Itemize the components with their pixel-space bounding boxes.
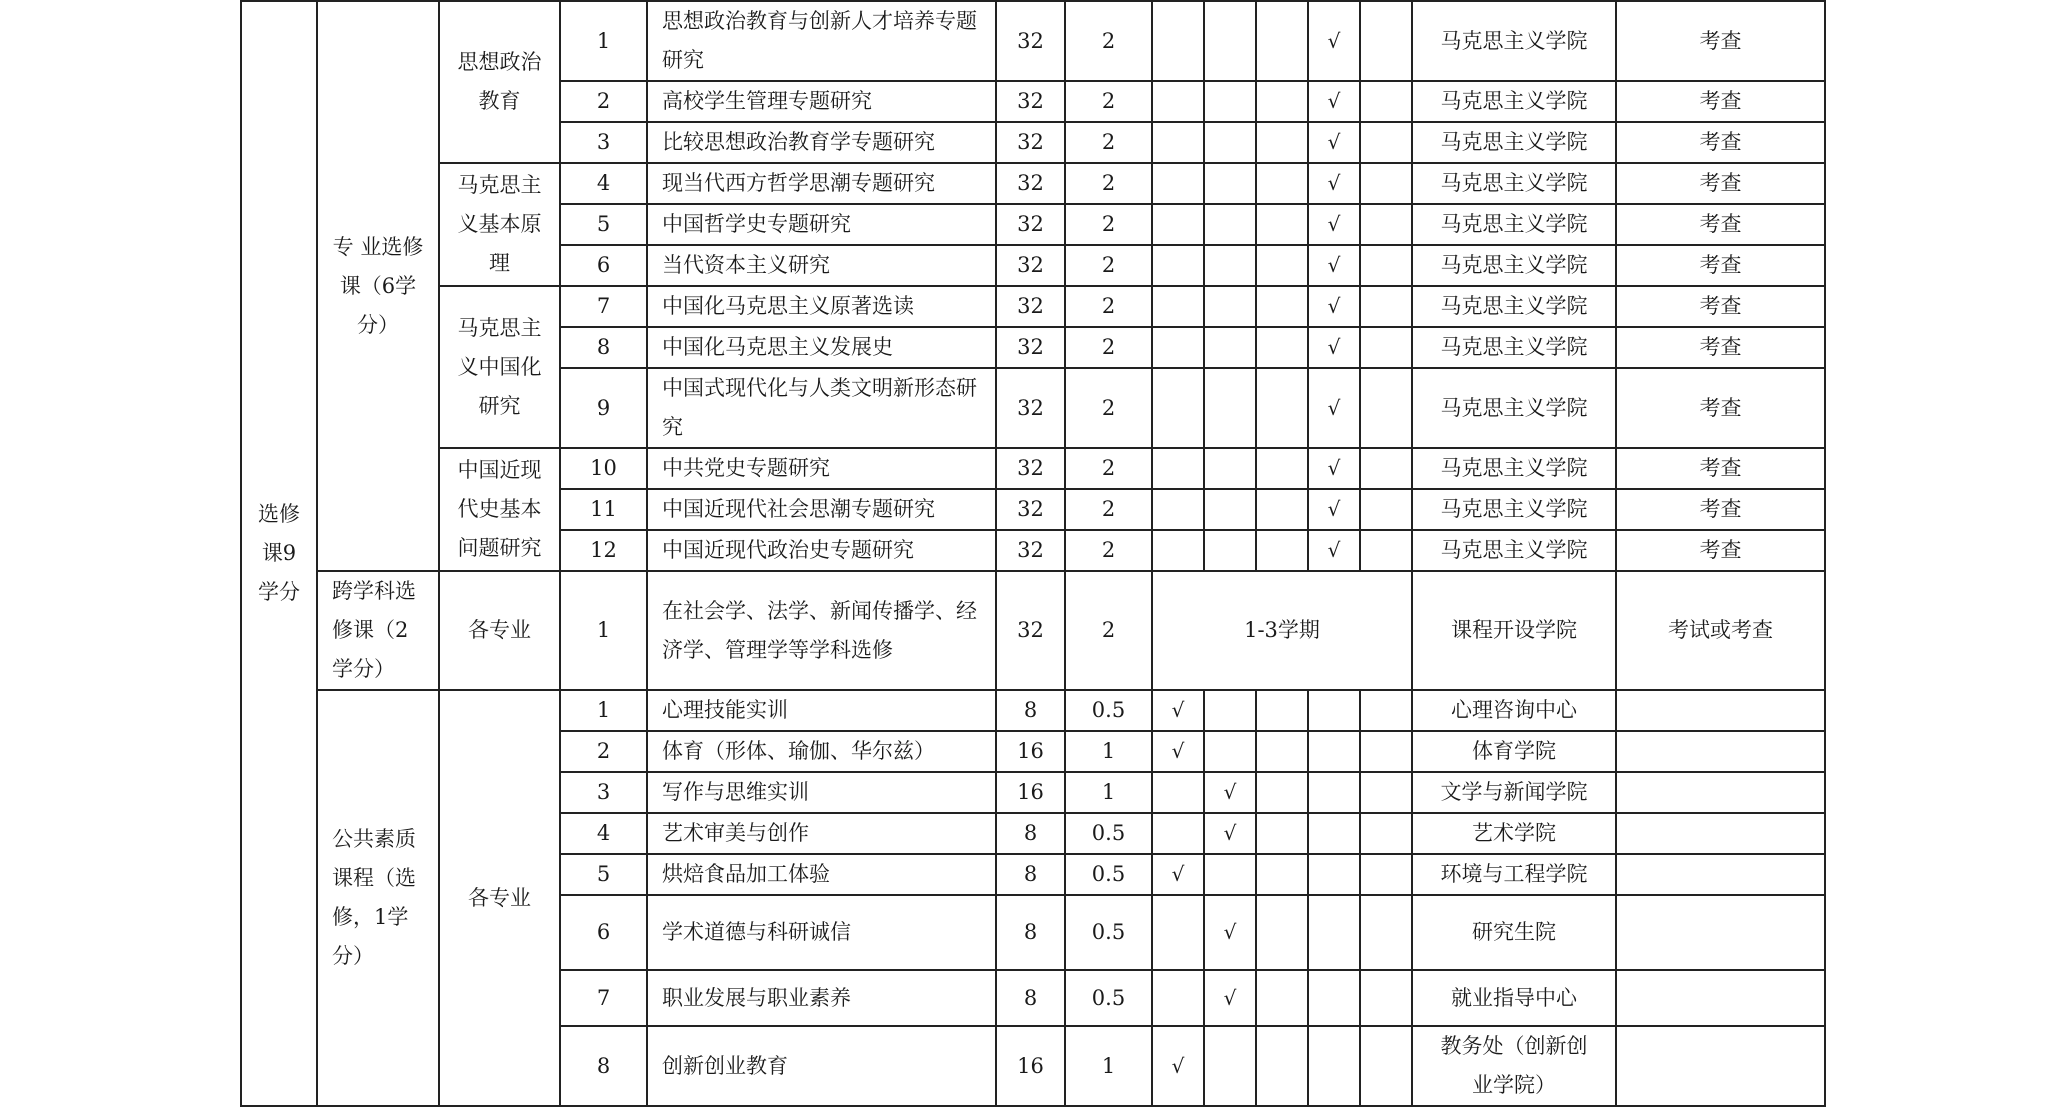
course-credits: 2 (1065, 1, 1152, 81)
term-5-cell (1360, 245, 1412, 286)
course-credits: 0.5 (1065, 854, 1152, 895)
professional-elective-label: 专 业选修课（6学分） (317, 1, 439, 571)
assessment (1616, 731, 1825, 772)
department: 马克思主义学院 (1412, 327, 1616, 368)
check-mark: √ (1327, 497, 1341, 521)
department: 马克思主义学院 (1412, 245, 1616, 286)
check-mark: √ (1171, 698, 1185, 722)
course-number: 6 (560, 895, 647, 970)
check-mark: √ (1327, 89, 1341, 113)
department: 课程开设学院 (1412, 571, 1616, 690)
term-1-cell (1152, 245, 1204, 286)
course-hours: 16 (996, 772, 1065, 813)
public-major: 各专业 (439, 690, 560, 1106)
term-1-cell (1152, 813, 1204, 854)
course-number: 11 (560, 489, 647, 530)
term-3-cell (1256, 772, 1308, 813)
course-hours: 32 (996, 448, 1065, 489)
department: 马克思主义学院 (1412, 204, 1616, 245)
term-1-cell (1152, 368, 1204, 448)
department: 马克思主义学院 (1412, 448, 1616, 489)
department: 艺术学院 (1412, 813, 1616, 854)
department: 马克思主义学院 (1412, 81, 1616, 122)
term-3-cell (1256, 327, 1308, 368)
course-hours: 32 (996, 368, 1065, 448)
assessment (1616, 854, 1825, 895)
department: 马克思主义学院 (1412, 368, 1616, 448)
course-hours: 32 (996, 327, 1065, 368)
course-hours: 8 (996, 854, 1065, 895)
course-name: 体育（形体、瑜伽、华尔兹） (647, 731, 996, 772)
term-2-cell (1204, 245, 1256, 286)
term-2-cell (1204, 813, 1256, 854)
cross-major: 各专业 (439, 571, 560, 690)
course-hours: 32 (996, 122, 1065, 163)
term-3-cell (1256, 895, 1308, 970)
assessment: 考查 (1616, 163, 1825, 204)
table-row (241, 571, 1825, 690)
term-4-cell (1308, 81, 1360, 122)
course-name: 中共党史专题研究 (647, 448, 996, 489)
course-hours: 8 (996, 690, 1065, 731)
term-1-cell (1152, 489, 1204, 530)
term-2-cell (1204, 690, 1256, 731)
course-name: 心理技能实训 (647, 690, 996, 731)
course-hours: 32 (996, 204, 1065, 245)
term-3-cell (1256, 1, 1308, 81)
term-5-cell (1360, 327, 1412, 368)
term-3-cell (1256, 690, 1308, 731)
term-1-cell (1152, 970, 1204, 1026)
check-mark: √ (1223, 821, 1237, 845)
course-credits: 1 (1065, 772, 1152, 813)
course-name: 创新创业教育 (647, 1026, 996, 1106)
term-5-cell (1360, 122, 1412, 163)
term-1-cell (1152, 122, 1204, 163)
course-name: 在社会学、法学、新闻传播学、经济学、管理学等学科选修 (647, 571, 996, 690)
assessment (1616, 813, 1825, 854)
assessment (1616, 772, 1825, 813)
term-span: 1-3学期 (1152, 571, 1412, 690)
term-2-cell (1204, 122, 1256, 163)
assessment (1616, 690, 1825, 731)
term-5-cell (1360, 970, 1412, 1026)
course-plan-table (240, 0, 1826, 1107)
term-5-cell (1360, 690, 1412, 731)
course-name: 中国哲学史专题研究 (647, 204, 996, 245)
assessment: 考查 (1616, 245, 1825, 286)
course-name: 中国近现代政治史专题研究 (647, 530, 996, 571)
term-5-cell (1360, 368, 1412, 448)
assessment: 考试或考查 (1616, 571, 1825, 690)
assessment: 考查 (1616, 204, 1825, 245)
term-1-cell (1152, 895, 1204, 970)
course-name: 高校学生管理专题研究 (647, 81, 996, 122)
course-hours: 32 (996, 1, 1065, 81)
check-mark: √ (1223, 985, 1237, 1010)
assessment (1616, 1026, 1825, 1106)
assessment: 考查 (1616, 448, 1825, 489)
course-name: 烘焙食品加工体验 (647, 854, 996, 895)
check-mark: √ (1327, 171, 1341, 195)
course-hours: 32 (996, 245, 1065, 286)
course-number: 5 (560, 854, 647, 895)
term-5-cell (1360, 286, 1412, 327)
term-5-cell (1360, 854, 1412, 895)
course-number: 9 (560, 368, 647, 448)
department: 研究生院 (1412, 895, 1616, 970)
department: 文学与新闻学院 (1412, 772, 1616, 813)
subgroup-label: 中国近现代史基本问题研究 (439, 448, 560, 571)
check-mark: √ (1327, 538, 1341, 562)
term-2-cell (1204, 530, 1256, 571)
term-1-cell (1152, 690, 1204, 731)
subgroup-label: 马克思主义基本原理 (439, 163, 560, 286)
term-2-cell (1204, 163, 1256, 204)
course-hours: 16 (996, 1026, 1065, 1106)
table-row (241, 1, 1825, 81)
check-mark: √ (1223, 920, 1237, 944)
course-number: 8 (560, 327, 647, 368)
course-credits: 2 (1065, 571, 1152, 690)
term-4-cell (1308, 970, 1360, 1026)
term-2-cell (1204, 81, 1256, 122)
term-5-cell (1360, 489, 1412, 530)
course-credits: 0.5 (1065, 970, 1152, 1026)
course-number: 1 (560, 690, 647, 731)
course-number: 7 (560, 970, 647, 1026)
term-4-cell (1308, 122, 1360, 163)
term-1-cell (1152, 163, 1204, 204)
course-number: 12 (560, 530, 647, 571)
term-1-cell (1152, 448, 1204, 489)
course-credits: 2 (1065, 448, 1152, 489)
check-mark: √ (1327, 130, 1341, 154)
term-4-cell (1308, 731, 1360, 772)
term-5-cell (1360, 530, 1412, 571)
term-1-cell (1152, 81, 1204, 122)
term-5-cell (1360, 895, 1412, 970)
department: 马克思主义学院 (1412, 163, 1616, 204)
check-mark: √ (1327, 253, 1341, 277)
check-mark: √ (1327, 28, 1341, 53)
check-mark: √ (1327, 212, 1341, 236)
term-3-cell (1256, 854, 1308, 895)
term-2-cell (1204, 854, 1256, 895)
check-mark: √ (1171, 739, 1185, 763)
course-hours: 32 (996, 286, 1065, 327)
course-credits: 2 (1065, 327, 1152, 368)
course-credits: 2 (1065, 81, 1152, 122)
course-name: 职业发展与职业素养 (647, 970, 996, 1026)
term-4-cell (1308, 772, 1360, 813)
course-number: 2 (560, 81, 647, 122)
term-4-cell (1308, 204, 1360, 245)
course-credits: 0.5 (1065, 690, 1152, 731)
term-4-cell (1308, 895, 1360, 970)
course-name: 艺术审美与创作 (647, 813, 996, 854)
term-4-cell (1308, 1, 1360, 81)
term-4-cell (1308, 854, 1360, 895)
course-credits: 2 (1065, 204, 1152, 245)
course-credits: 2 (1065, 286, 1152, 327)
department: 就业指导中心 (1412, 970, 1616, 1026)
table-row (241, 286, 1825, 327)
course-number: 3 (560, 772, 647, 813)
term-1-cell (1152, 772, 1204, 813)
term-2-cell (1204, 368, 1256, 448)
term-3-cell (1256, 813, 1308, 854)
term-4-cell (1308, 286, 1360, 327)
course-credits: 2 (1065, 163, 1152, 204)
term-2-cell (1204, 204, 1256, 245)
term-2-cell (1204, 970, 1256, 1026)
course-credits: 0.5 (1065, 895, 1152, 970)
course-credits: 2 (1065, 489, 1152, 530)
assessment: 考查 (1616, 489, 1825, 530)
course-credits: 1 (1065, 1026, 1152, 1106)
term-5-cell (1360, 813, 1412, 854)
course-number: 5 (560, 204, 647, 245)
course-number: 1 (560, 1, 647, 81)
term-4-cell (1308, 245, 1360, 286)
term-4-cell (1308, 530, 1360, 571)
term-1-cell (1152, 1026, 1204, 1106)
term-3-cell (1256, 731, 1308, 772)
term-1-cell (1152, 204, 1204, 245)
term-2-cell (1204, 895, 1256, 970)
term-1-cell (1152, 731, 1204, 772)
term-1-cell (1152, 286, 1204, 327)
table-row (241, 163, 1825, 204)
term-3-cell (1256, 489, 1308, 530)
course-name: 学术道德与科研诚信 (647, 895, 996, 970)
term-2-cell (1204, 731, 1256, 772)
course-hours: 32 (996, 571, 1065, 690)
course-hours: 32 (996, 489, 1065, 530)
term-5-cell (1360, 448, 1412, 489)
check-mark: √ (1171, 862, 1185, 886)
term-4-cell (1308, 368, 1360, 448)
term-3-cell (1256, 245, 1308, 286)
course-credits: 2 (1065, 530, 1152, 571)
term-2-cell (1204, 772, 1256, 813)
term-1-cell (1152, 1, 1204, 81)
subgroup-label: 马克思主义中国化研究 (439, 286, 560, 448)
check-mark: √ (1327, 335, 1341, 359)
term-3-cell (1256, 122, 1308, 163)
assessment: 考查 (1616, 1, 1825, 81)
department: 马克思主义学院 (1412, 286, 1616, 327)
term-5-cell (1360, 1026, 1412, 1106)
course-hours: 32 (996, 81, 1065, 122)
assessment: 考查 (1616, 530, 1825, 571)
term-4-cell (1308, 690, 1360, 731)
term-3-cell (1256, 204, 1308, 245)
term-1-cell (1152, 854, 1204, 895)
course-hours: 8 (996, 813, 1065, 854)
check-mark: √ (1223, 780, 1237, 804)
term-2-cell (1204, 1026, 1256, 1106)
term-4-cell (1308, 163, 1360, 204)
course-hours: 8 (996, 970, 1065, 1026)
term-5-cell (1360, 204, 1412, 245)
course-hours: 32 (996, 530, 1065, 571)
cross-elective-label: 跨学科选修课（2学分） (317, 571, 439, 690)
course-number: 10 (560, 448, 647, 489)
term-4-cell (1308, 489, 1360, 530)
assessment: 考查 (1616, 327, 1825, 368)
department: 马克思主义学院 (1412, 489, 1616, 530)
check-mark: √ (1171, 1053, 1185, 1078)
term-3-cell (1256, 286, 1308, 327)
course-credits: 0.5 (1065, 813, 1152, 854)
public-course-label: 公共素质课程（选修，1学分） (317, 690, 439, 1106)
course-number: 6 (560, 245, 647, 286)
table-row (241, 448, 1825, 489)
course-number: 8 (560, 1026, 647, 1106)
course-name: 中国化马克思主义原著选读 (647, 286, 996, 327)
course-number: 3 (560, 122, 647, 163)
check-mark: √ (1327, 395, 1341, 420)
term-5-cell (1360, 731, 1412, 772)
assessment: 考查 (1616, 368, 1825, 448)
course-credits: 1 (1065, 731, 1152, 772)
subgroup-label: 思想政治教育 (439, 1, 560, 163)
course-name: 思想政治教育与创新人才培养专题研究 (647, 1, 996, 81)
course-name: 中国式现代化与人类文明新形态研究 (647, 368, 996, 448)
term-1-cell (1152, 327, 1204, 368)
assessment (1616, 970, 1825, 1026)
assessment: 考查 (1616, 122, 1825, 163)
term-5-cell (1360, 163, 1412, 204)
department: 马克思主义学院 (1412, 122, 1616, 163)
department: 环境与工程学院 (1412, 854, 1616, 895)
department: 教务处（创新创业学院） (1412, 1026, 1616, 1106)
department: 马克思主义学院 (1412, 1, 1616, 81)
course-name: 现当代西方哲学思潮专题研究 (647, 163, 996, 204)
course-hours: 8 (996, 895, 1065, 970)
course-number: 4 (560, 813, 647, 854)
assessment (1616, 895, 1825, 970)
term-4-cell (1308, 1026, 1360, 1106)
term-5-cell (1360, 81, 1412, 122)
course-number: 4 (560, 163, 647, 204)
department: 心理咨询中心 (1412, 690, 1616, 731)
course-number: 7 (560, 286, 647, 327)
course-number: 1 (560, 571, 647, 690)
table-row (241, 690, 1825, 731)
department: 体育学院 (1412, 731, 1616, 772)
term-3-cell (1256, 970, 1308, 1026)
term-1-cell (1152, 530, 1204, 571)
check-mark: √ (1327, 294, 1341, 318)
course-name: 当代资本主义研究 (647, 245, 996, 286)
term-2-cell (1204, 489, 1256, 530)
assessment: 考查 (1616, 81, 1825, 122)
term-4-cell (1308, 813, 1360, 854)
term-4-cell (1308, 327, 1360, 368)
course-hours: 16 (996, 731, 1065, 772)
term-5-cell (1360, 1, 1412, 81)
term-2-cell (1204, 327, 1256, 368)
course-hours: 32 (996, 163, 1065, 204)
assessment: 考查 (1616, 286, 1825, 327)
term-2-cell (1204, 448, 1256, 489)
course-name: 中国化马克思主义发展史 (647, 327, 996, 368)
term-3-cell (1256, 368, 1308, 448)
term-3-cell (1256, 1026, 1308, 1106)
term-3-cell (1256, 530, 1308, 571)
course-name: 写作与思维实训 (647, 772, 996, 813)
department: 马克思主义学院 (1412, 530, 1616, 571)
term-2-cell (1204, 1, 1256, 81)
course-name: 比较思想政治教育学专题研究 (647, 122, 996, 163)
elective-group-label: 选修课9学分 (241, 1, 317, 1106)
term-4-cell (1308, 448, 1360, 489)
course-credits: 2 (1065, 245, 1152, 286)
term-2-cell (1204, 286, 1256, 327)
term-3-cell (1256, 163, 1308, 204)
check-mark: √ (1327, 456, 1341, 480)
term-3-cell (1256, 81, 1308, 122)
course-name: 中国近现代社会思潮专题研究 (647, 489, 996, 530)
term-3-cell (1256, 448, 1308, 489)
course-number: 2 (560, 731, 647, 772)
term-5-cell (1360, 772, 1412, 813)
course-credits: 2 (1065, 122, 1152, 163)
course-credits: 2 (1065, 368, 1152, 448)
